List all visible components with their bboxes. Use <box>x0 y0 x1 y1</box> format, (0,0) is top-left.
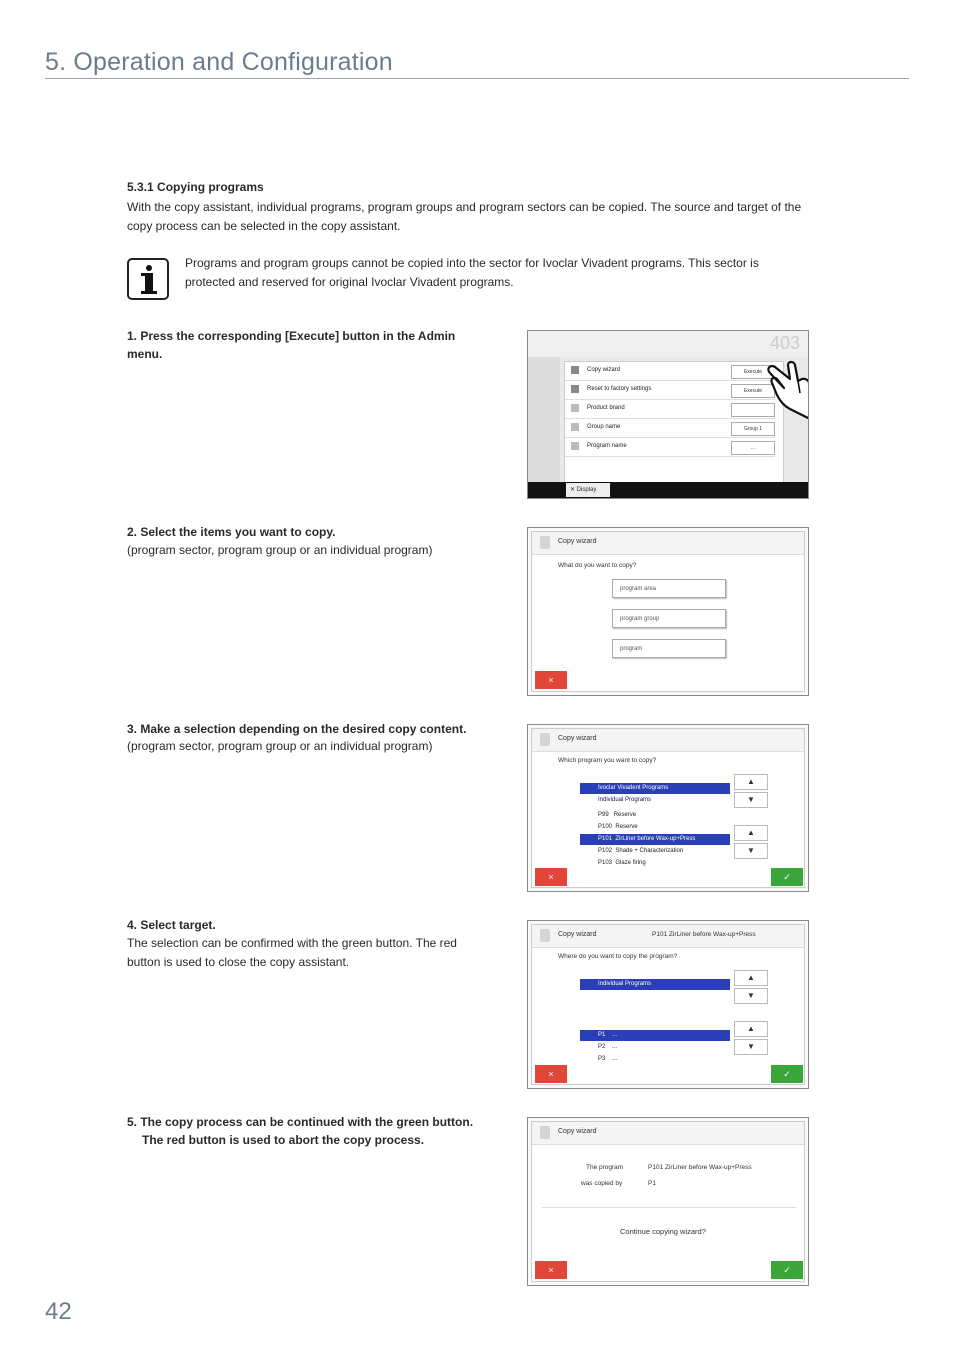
reset-icon <box>571 385 579 393</box>
wizard-title: Copy wizard <box>558 931 597 938</box>
screenshot-copy-target <box>527 920 809 1089</box>
copy-wizard-icon <box>540 929 550 942</box>
admin-row-reset: Reset to factory settings Execute <box>565 381 775 400</box>
info-note: Programs and program groups cannot be copied into the sector for Ivoclar Vivadent programs. This sector is protected and reserved for original Ivoclar Vivadent programs. <box>185 256 759 289</box>
scroll-up-button[interactable]: ▲ <box>734 825 768 841</box>
question-text: What do you want to copy? <box>558 562 637 569</box>
screenshot-copy-which <box>527 724 809 892</box>
page-number: 42 <box>45 1298 72 1325</box>
admin-row-product-brand: Product brand <box>565 400 775 419</box>
step-2-desc: (program sector, program group or an individual program) <box>127 543 433 557</box>
confirm-button[interactable]: ✓ <box>771 868 803 886</box>
slot-row[interactable]: P3 ... <box>598 1056 618 1062</box>
copy-wizard-icon <box>540 536 550 549</box>
close-button[interactable]: × <box>535 1065 567 1083</box>
scroll-down-button[interactable]: ▼ <box>734 843 768 859</box>
step-4-desc: The selection can be confirmed with the green button. The red button is used to close the copy assistant. <box>127 936 457 969</box>
step-5-title-line2: The red button is used to abort the copy process. <box>142 1133 425 1147</box>
scroll-down-button[interactable]: ▼ <box>734 988 768 1004</box>
program-row[interactable]: P101 ZirLiner before Wax-up+Press <box>580 834 730 845</box>
question-text: Which program you want to copy? <box>558 757 657 764</box>
chapter-title: 5. Operation and Configuration <box>45 48 393 76</box>
section-intro: With the copy assistant, individual programs, program groups and program sectors can be copied. The source and target of the copy process can be selected in the copy assistant. <box>127 200 802 233</box>
program-row[interactable]: P102 Shade + Characterization <box>598 848 684 854</box>
screenshot-admin-menu <box>527 330 809 499</box>
scroll-up-button[interactable]: ▲ <box>734 970 768 986</box>
step-3-desc: (program sector, program group or an individual program) <box>127 739 433 753</box>
option-program[interactable]: program <box>612 639 726 658</box>
copy-wizard-icon <box>540 1126 550 1139</box>
confirm-button[interactable]: ✓ <box>771 1065 803 1083</box>
program-row[interactable]: P103 Glaze firing <box>598 860 646 866</box>
program-name-field[interactable]: ... <box>731 441 775 455</box>
group-row-individual[interactable]: Individual Programs <box>598 797 652 803</box>
continue-button[interactable]: ✓ <box>771 1261 803 1279</box>
scroll-down-button[interactable]: ▼ <box>734 792 768 808</box>
wizard-title: Copy wizard <box>558 538 597 545</box>
option-program-area[interactable]: program area <box>612 579 726 598</box>
screenshot-copy-what <box>527 527 809 696</box>
continue-question: Continue copying wizard? <box>620 1227 706 1236</box>
group-name-field[interactable]: Group 1 <box>731 422 775 436</box>
question-text: Where do you want to copy the program? <box>558 953 678 960</box>
result-value-1: P101 ZirLiner before Wax-up+Press <box>648 1164 752 1171</box>
admin-row-copy-wizard: Copy wizard Execute <box>565 362 775 381</box>
copy-icon <box>571 366 579 374</box>
result-label-2: was copied by <box>581 1180 623 1187</box>
abort-button[interactable]: × <box>535 1261 567 1279</box>
admin-row-program-name: Program name ... <box>565 438 775 457</box>
scroll-up-button[interactable]: ▲ <box>734 1021 768 1037</box>
step-4-title: 4. Select target. <box>127 918 216 932</box>
scroll-up-button[interactable]: ▲ <box>734 774 768 790</box>
hand-pointer-icon <box>764 359 809 423</box>
program-icon <box>571 442 579 450</box>
step-1-title: 1. Press the corresponding [Execute] button in the Admin menu. <box>127 329 456 361</box>
slot-row[interactable]: P1 ... <box>580 1030 730 1041</box>
step-2-title: 2. Select the items you want to copy. <box>127 525 336 539</box>
info-icon <box>127 258 169 300</box>
group-row-individual[interactable]: Individual Programs <box>580 979 730 990</box>
step-3-title: 3. Make a selection depending on the desired copy content. <box>127 722 467 736</box>
source-program: P101 ZirLiner before Wax-up+Press <box>652 931 756 938</box>
chapter-rule <box>45 78 909 79</box>
result-label-1: The program <box>586 1164 624 1171</box>
execute-button[interactable]: Execute <box>731 384 775 398</box>
result-value-2: P1 <box>648 1180 656 1187</box>
close-button[interactable]: × <box>535 671 567 689</box>
copy-wizard-icon <box>540 733 550 746</box>
wizard-title: Copy wizard <box>558 1128 597 1135</box>
section-heading: 5.3.1 Copying programs <box>127 180 264 194</box>
close-button[interactable]: × <box>535 868 567 886</box>
screenshot-copy-done <box>527 1117 809 1286</box>
admin-row-group-name: Group name Group 1 <box>565 419 775 438</box>
option-program-group[interactable]: program group <box>612 609 726 628</box>
program-row[interactable]: P99 Reserve <box>598 812 637 818</box>
admin-list <box>564 361 784 487</box>
step-5-title: 5. The copy process can be continued with the green button. <box>127 1115 474 1129</box>
wizard-title: Copy wizard <box>558 735 597 742</box>
brand-icon <box>571 404 579 412</box>
group-icon <box>571 423 579 431</box>
program-row[interactable]: P100 Reserve <box>598 824 638 830</box>
scroll-down-button[interactable]: ▼ <box>734 1039 768 1055</box>
slot-row[interactable]: P2 ... <box>598 1044 618 1050</box>
display-button[interactable]: ✕ Display <box>566 483 610 497</box>
temperature-display: 403 <box>769 333 800 353</box>
execute-button[interactable]: Execute <box>731 365 775 379</box>
group-row-ivoclar[interactable]: Ivoclar Vivadent Programs <box>580 783 730 794</box>
